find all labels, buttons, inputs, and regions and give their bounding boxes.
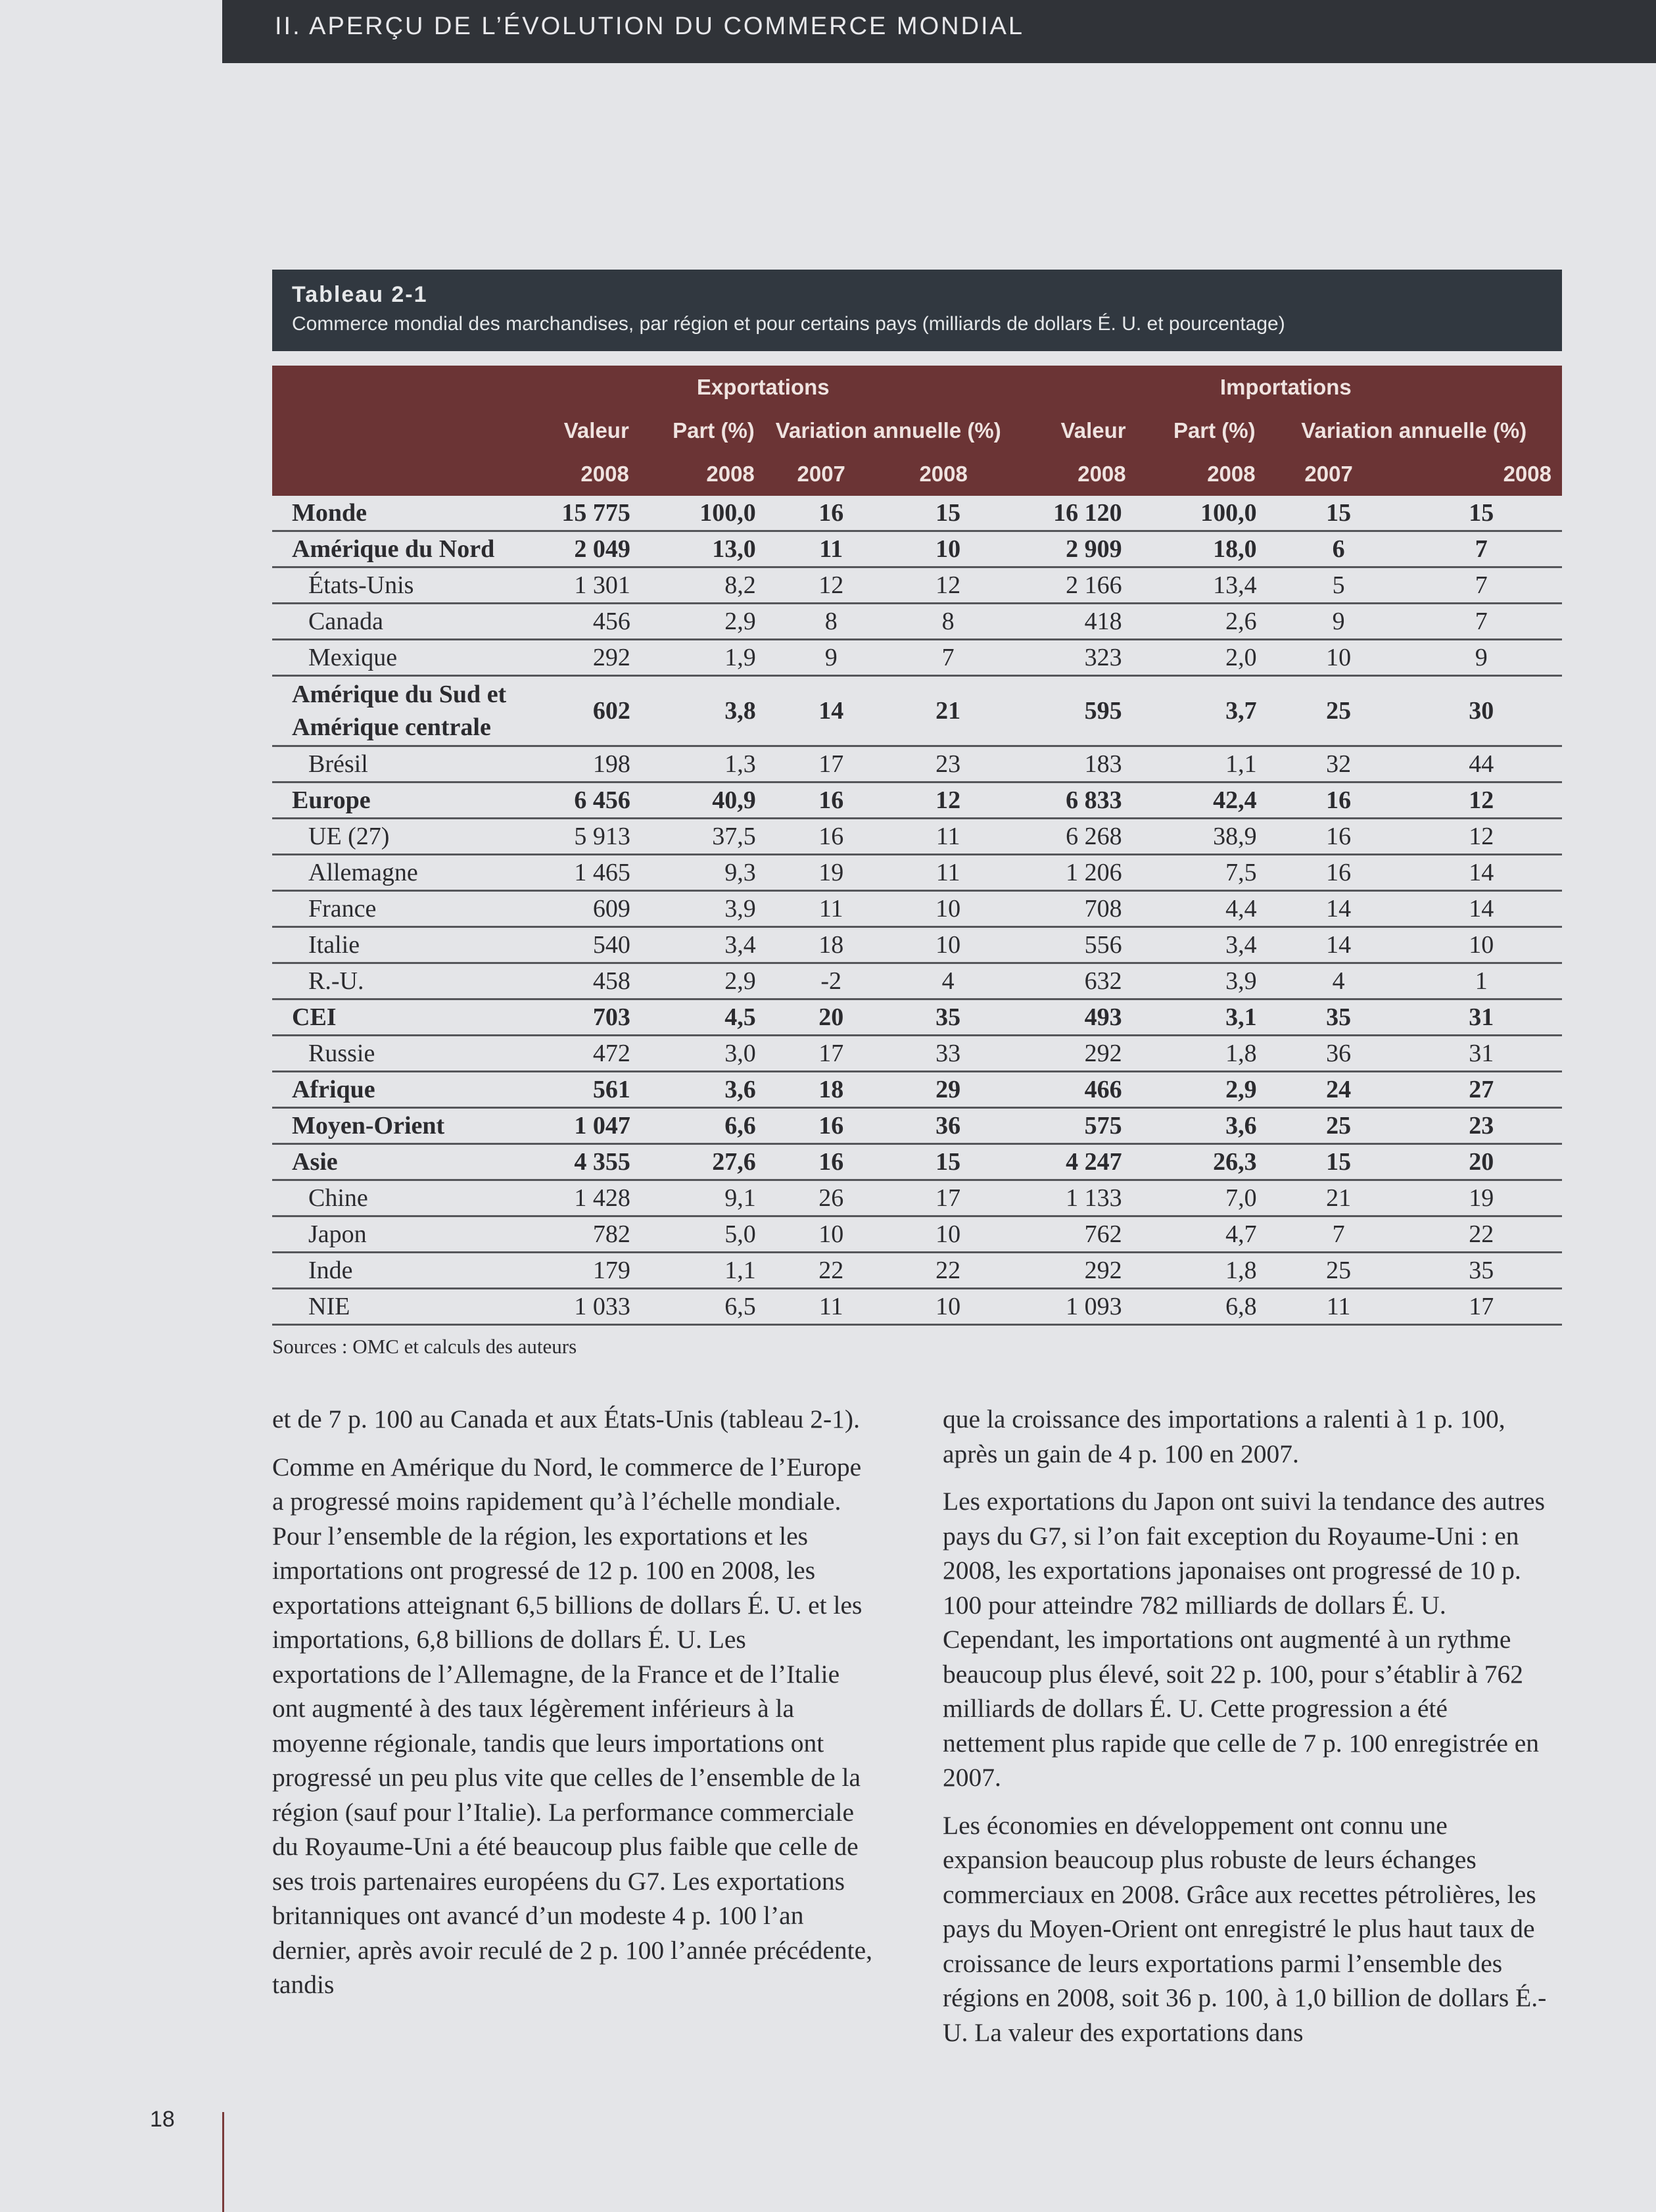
table-cell: 11	[878, 855, 1010, 891]
table-cell: 5,0	[640, 1216, 765, 1253]
table-cell: 16	[765, 1144, 878, 1180]
table-cell: 9,3	[640, 855, 765, 891]
table-cell: 4	[1266, 963, 1392, 999]
table-cell: 3,9	[640, 891, 765, 927]
table-cell: 12	[878, 782, 1010, 819]
table-cell: 4 355	[517, 1144, 640, 1180]
table-row	[272, 963, 1562, 999]
col-header-export-change: Variation annuelle (%)	[765, 409, 1010, 452]
table-cell: 10	[878, 1289, 1010, 1325]
table-cell: 11	[765, 891, 878, 927]
row-label: Afrique	[272, 1072, 517, 1108]
table-cell: 1 301	[517, 567, 640, 604]
table-title-box	[272, 270, 1562, 351]
table-cell: 3,0	[640, 1036, 765, 1072]
table-cell: 14	[1266, 891, 1392, 927]
table-year-row	[272, 452, 1562, 496]
table-row	[272, 531, 1562, 567]
row-label: Europe	[272, 782, 517, 819]
trade-table	[272, 366, 1562, 1326]
table-cell: 3,4	[1137, 927, 1266, 963]
table-cell: 8	[765, 604, 878, 640]
page-number: 18	[150, 2107, 175, 2132]
table-cell: 2,9	[1137, 1072, 1266, 1108]
table-row	[272, 496, 1562, 531]
col-header-import-share: Part (%)	[1137, 409, 1266, 452]
row-label: Canada	[272, 604, 517, 640]
table-cell: 9	[1266, 604, 1392, 640]
table-cell: 4,5	[640, 999, 765, 1036]
table-cell: 292	[1010, 1036, 1137, 1072]
table-cell: 2,9	[640, 604, 765, 640]
year-cell: 2008	[878, 452, 1010, 496]
row-label: Brésil	[272, 746, 517, 782]
row-label: France	[272, 891, 517, 927]
body-paragraph: Les économies en développement ont connu une expansion beaucoup plus robuste de leurs échanges commerciaux en 2008. Grâce aux recettes pétrolières, les pays du Moyen-Orient ont enregistré le plus haut taux de croissance de leurs exportations parmi l’ensemble des régions en 2008, soit 36 p. 100, à 1,0 billion de dollars É.-U. La valeur des exportations dans	[943, 1810, 1547, 2047]
row-label: Chine	[272, 1180, 517, 1216]
table-row	[272, 1216, 1562, 1253]
table-cell: 12	[878, 567, 1010, 604]
year-cell: 2008	[1392, 452, 1562, 496]
table-caption: Commerce mondial des marchandises, par région et pour certains pays (milliards de dollars É. U. et pourcentage)	[292, 313, 1285, 335]
table-cell: 29	[878, 1072, 1010, 1108]
table-cell: 11	[878, 819, 1010, 855]
table-cell: 14	[1392, 891, 1562, 927]
table-sub-header-row	[272, 409, 1562, 452]
table-cell: 32	[1266, 746, 1392, 782]
table-row	[272, 891, 1562, 927]
table-cell: 782	[517, 1216, 640, 1253]
corner-cell	[272, 366, 517, 409]
col-header-import-value: Valeur	[1010, 409, 1137, 452]
table-cell: 632	[1010, 963, 1137, 999]
table-cell: 23	[1392, 1108, 1562, 1144]
table-cell: 1 047	[517, 1108, 640, 1144]
body-text-left-column	[272, 1402, 877, 2015]
table-cell: 1 428	[517, 1180, 640, 1216]
table-cell: 13,0	[640, 531, 765, 567]
table-cell: 26	[765, 1180, 878, 1216]
table-cell: 6,5	[640, 1289, 765, 1325]
table-cell: 179	[517, 1253, 640, 1289]
table-cell: 11	[1266, 1289, 1392, 1325]
col-header-export-share: Part (%)	[640, 409, 765, 452]
table-cell: 472	[517, 1036, 640, 1072]
table-cell: 6 456	[517, 782, 640, 819]
table-cell: 16 120	[1010, 496, 1137, 531]
table-cell: 11	[765, 531, 878, 567]
row-label: Italie	[272, 927, 517, 963]
table-cell: 7	[1266, 1216, 1392, 1253]
table-cell: 1 133	[1010, 1180, 1137, 1216]
table-cell: 4,4	[1137, 891, 1266, 927]
table-cell: 17	[765, 746, 878, 782]
table-cell: 10	[878, 531, 1010, 567]
table-cell: 3,4	[640, 927, 765, 963]
table-cell: 22	[765, 1253, 878, 1289]
table-row	[272, 999, 1562, 1036]
table-cell: 1 093	[1010, 1289, 1137, 1325]
table-row	[272, 1289, 1562, 1325]
table-cell: 35	[878, 999, 1010, 1036]
table-cell: 575	[1010, 1108, 1137, 1144]
table-cell: 762	[1010, 1216, 1137, 1253]
table-row	[272, 567, 1562, 604]
table-cell: 25	[1266, 1253, 1392, 1289]
row-label: Russie	[272, 1036, 517, 1072]
table-row	[272, 640, 1562, 676]
table-cell: 14	[1266, 927, 1392, 963]
table-cell: 30	[1392, 676, 1562, 746]
table-cell: 3,1	[1137, 999, 1266, 1036]
table-cell: 3,7	[1137, 676, 1266, 746]
row-label: Asie	[272, 1144, 517, 1180]
table-cell: 10	[1392, 927, 1562, 963]
table-cell: 7	[1392, 531, 1562, 567]
table-row	[272, 676, 1562, 746]
table-cell: 16	[1266, 782, 1392, 819]
table-cell: 15	[1266, 496, 1392, 531]
table-cell: 1 206	[1010, 855, 1137, 891]
table-cell: 17	[1392, 1289, 1562, 1325]
table-cell: 5 913	[517, 819, 640, 855]
row-label: Amérique du Nord	[272, 531, 517, 567]
body-text-right-column	[943, 1402, 1548, 2063]
table-row	[272, 1072, 1562, 1108]
table-cell: 18	[765, 1072, 878, 1108]
table-cell: 198	[517, 746, 640, 782]
table-cell: 6,6	[640, 1108, 765, 1144]
table-cell: 1	[1392, 963, 1562, 999]
table-cell: 15 775	[517, 496, 640, 531]
table-cell: 22	[878, 1253, 1010, 1289]
table-cell: 10	[1266, 640, 1392, 676]
row-label: États-Unis	[272, 567, 517, 604]
table-cell: 1,8	[1137, 1253, 1266, 1289]
table-cell: 12	[1392, 782, 1562, 819]
table-cell: 9	[765, 640, 878, 676]
table-cell: 12	[765, 567, 878, 604]
table-cell: 17	[765, 1036, 878, 1072]
corner-cell	[272, 452, 517, 496]
table-cell: 6	[1266, 531, 1392, 567]
table-cell: 1,8	[1137, 1036, 1266, 1072]
table-cell: 2,9	[640, 963, 765, 999]
table-cell: 3,8	[640, 676, 765, 746]
table-cell: 16	[765, 1108, 878, 1144]
table-cell: 602	[517, 676, 640, 746]
table-cell: 323	[1010, 640, 1137, 676]
table-cell: 31	[1392, 999, 1562, 1036]
table-cell: 11	[765, 1289, 878, 1325]
table-cell: 9	[1392, 640, 1562, 676]
table-cell: 26,3	[1137, 1144, 1266, 1180]
year-cell: 2008	[517, 452, 640, 496]
table-cell: 15	[878, 496, 1010, 531]
row-label: CEI	[272, 999, 517, 1036]
table-cell: 33	[878, 1036, 1010, 1072]
table-cell: 10	[878, 927, 1010, 963]
table-cell: 9,1	[640, 1180, 765, 1216]
table-cell: 20	[765, 999, 878, 1036]
table-cell: 15	[1266, 1144, 1392, 1180]
table-cell: 19	[765, 855, 878, 891]
table-cell: 183	[1010, 746, 1137, 782]
table-label: Tableau 2-1	[292, 282, 428, 307]
row-label: Moyen-Orient	[272, 1108, 517, 1144]
table-cell: 2 049	[517, 531, 640, 567]
table-row	[272, 782, 1562, 819]
table-cell: 7	[1392, 604, 1562, 640]
body-paragraph: Comme en Amérique du Nord, le commerce de l’Europe a progressé moins rapidement qu’à l’échelle mondiale. Pour l’ensemble de la région, les exportations et les importations ont progressé de 12 p. 100 en 2008, les exportations atteignant 6,5 billions de dollars É. U. et les importations, 6,8 billions de dollars É. U. Les exportations de l’Allemagne, de la France et de l’Italie ont augmenté à des taux légèrement inférieurs à la moyenne régionale, tandis que leurs importations ont progressé un peu plus vite que celles de l’ensemble de la région (sauf pour l’Italie). La performance commerciale du Royaume-Uni a été beaucoup plus faible que celle de ses trois partenaires européens du G7. Les exportations britanniques ont avancé d’un modeste 4 p. 100 l’an dernier, après avoir reculé de 2 p. 100 l’année précédente, tandis	[272, 1452, 873, 1999]
table-row	[272, 1108, 1562, 1144]
row-label: R.-U.	[272, 963, 517, 999]
table-cell: 16	[765, 819, 878, 855]
table-group-header-row	[272, 366, 1562, 409]
table-cell: 16	[765, 496, 878, 531]
table-cell: 4	[878, 963, 1010, 999]
body-paragraph: que la croissance des importations a ralenti à 1 p. 100, après un gain de 4 p. 100 en 2007.	[943, 1405, 1505, 1468]
year-cell: 2008	[1137, 452, 1266, 496]
table-cell: 7,0	[1137, 1180, 1266, 1216]
table-row	[272, 1253, 1562, 1289]
table-row	[272, 819, 1562, 855]
row-label: Allemagne	[272, 855, 517, 891]
table-cell: 292	[517, 640, 640, 676]
table-cell: 36	[1266, 1036, 1392, 1072]
table-cell: 4 247	[1010, 1144, 1137, 1180]
table-cell: 4,7	[1137, 1216, 1266, 1253]
row-label: NIE	[272, 1289, 517, 1325]
table-cell: 44	[1392, 746, 1562, 782]
table-cell: 10	[878, 891, 1010, 927]
table-cell: 456	[517, 604, 640, 640]
table-source-note: Sources : OMC et calculs des auteurs	[272, 1335, 577, 1358]
table-cell: 561	[517, 1072, 640, 1108]
table-cell: 21	[1266, 1180, 1392, 1216]
body-paragraph: Les exportations du Japon ont suivi la tendance des autres pays du G7, si l’on fait exception du Royaume-Uni : en 2008, les exportations japonaises ont progressé de 10 p. 100 pour atteindre 782 milliards de dollars É. U. Cependant, les importations ont augmenté à un rythme beaucoup plus élevé, soit 22 p. 100, pour s’établir à 762 milliards de dollars É. U. Cette progression a été nettement plus rapide que celle de 7 p. 100 enregistrée en 2007.	[943, 1487, 1545, 1792]
table-cell: 1,1	[640, 1253, 765, 1289]
year-cell: 2007	[765, 452, 878, 496]
table-cell: 493	[1010, 999, 1137, 1036]
table-cell: 556	[1010, 927, 1137, 963]
table-cell: 418	[1010, 604, 1137, 640]
corner-cell	[272, 409, 517, 452]
body-paragraph: et de 7 p. 100 au Canada et aux États-Unis (tableau 2-1).	[272, 1405, 860, 1433]
table-cell: 6 833	[1010, 782, 1137, 819]
table-cell: 5	[1266, 567, 1392, 604]
table-cell: 16	[1266, 855, 1392, 891]
table-cell: 100,0	[640, 496, 765, 531]
table-cell: 1 033	[517, 1289, 640, 1325]
table-cell: 1,1	[1137, 746, 1266, 782]
table-cell: 35	[1392, 1253, 1562, 1289]
table-row	[272, 855, 1562, 891]
table-cell: 8	[878, 604, 1010, 640]
table-row	[272, 1144, 1562, 1180]
table-cell: -2	[765, 963, 878, 999]
table-cell: 703	[517, 999, 640, 1036]
table-cell: 27	[1392, 1072, 1562, 1108]
table-cell: 2 166	[1010, 567, 1137, 604]
row-label: Amérique du Sud et Amérique centrale	[272, 676, 517, 746]
table-cell: 20	[1392, 1144, 1562, 1180]
row-label: Japon	[272, 1216, 517, 1253]
year-cell: 2007	[1266, 452, 1392, 496]
table-cell: 2,6	[1137, 604, 1266, 640]
table-cell: 24	[1266, 1072, 1392, 1108]
col-header-export-value: Valeur	[517, 409, 640, 452]
table-cell: 18,0	[1137, 531, 1266, 567]
table-cell: 14	[765, 676, 878, 746]
table-cell: 3,6	[640, 1072, 765, 1108]
table-cell: 466	[1010, 1072, 1137, 1108]
table-cell: 540	[517, 927, 640, 963]
table-cell: 35	[1266, 999, 1392, 1036]
col-header-import-change: Variation annuelle (%)	[1266, 409, 1562, 452]
table-cell: 12	[1392, 819, 1562, 855]
table-cell: 3,6	[1137, 1108, 1266, 1144]
table-cell: 42,4	[1137, 782, 1266, 819]
table-cell: 40,9	[640, 782, 765, 819]
table-cell: 27,6	[640, 1144, 765, 1180]
table-cell: 15	[878, 1144, 1010, 1180]
table-cell: 1 465	[517, 855, 640, 891]
table-cell: 1,3	[640, 746, 765, 782]
row-label: Monde	[272, 496, 517, 531]
table-cell: 458	[517, 963, 640, 999]
table-cell: 37,5	[640, 819, 765, 855]
table-cell: 10	[765, 1216, 878, 1253]
table-cell: 25	[1266, 1108, 1392, 1144]
table-cell: 22	[1392, 1216, 1562, 1253]
table-cell: 38,9	[1137, 819, 1266, 855]
table-cell: 595	[1010, 676, 1137, 746]
table-cell: 6,8	[1137, 1289, 1266, 1325]
table-row	[272, 927, 1562, 963]
table-cell: 13,4	[1137, 567, 1266, 604]
table-cell: 100,0	[1137, 496, 1266, 531]
section-title: II. APERÇU DE L’ÉVOLUTION DU COMMERCE MONDIAL	[275, 12, 1025, 40]
table-cell: 19	[1392, 1180, 1562, 1216]
section-header	[222, 0, 1656, 63]
table-cell: 18	[765, 927, 878, 963]
table-cell: 31	[1392, 1036, 1562, 1072]
table-cell: 292	[1010, 1253, 1137, 1289]
table-cell: 16	[1266, 819, 1392, 855]
table-row	[272, 1180, 1562, 1216]
row-label: Inde	[272, 1253, 517, 1289]
margin-rule	[222, 2112, 224, 2212]
row-label: UE (27)	[272, 819, 517, 855]
table-cell: 7	[878, 640, 1010, 676]
table-cell: 609	[517, 891, 640, 927]
table-cell: 10	[878, 1216, 1010, 1253]
table-cell: 15	[1392, 496, 1562, 531]
table-cell: 17	[878, 1180, 1010, 1216]
table-cell: 3,9	[1137, 963, 1266, 999]
table-row	[272, 746, 1562, 782]
table-row	[272, 604, 1562, 640]
year-cell: 2008	[1010, 452, 1137, 496]
exports-header: Exportations	[517, 366, 1010, 409]
table-cell: 21	[878, 676, 1010, 746]
table-body	[272, 496, 1562, 1325]
table-cell: 708	[1010, 891, 1137, 927]
row-label: Mexique	[272, 640, 517, 676]
table-row	[272, 1036, 1562, 1072]
imports-header: Importations	[1010, 366, 1562, 409]
table-cell: 7,5	[1137, 855, 1266, 891]
table-cell: 23	[878, 746, 1010, 782]
table-cell: 16	[765, 782, 878, 819]
table-cell: 6 268	[1010, 819, 1137, 855]
table-cell: 14	[1392, 855, 1562, 891]
year-cell: 2008	[640, 452, 765, 496]
table-cell: 36	[878, 1108, 1010, 1144]
table-cell: 1,9	[640, 640, 765, 676]
table-cell: 8,2	[640, 567, 765, 604]
table-cell: 2,0	[1137, 640, 1266, 676]
table-cell: 25	[1266, 676, 1392, 746]
table-cell: 7	[1392, 567, 1562, 604]
table-cell: 2 909	[1010, 531, 1137, 567]
